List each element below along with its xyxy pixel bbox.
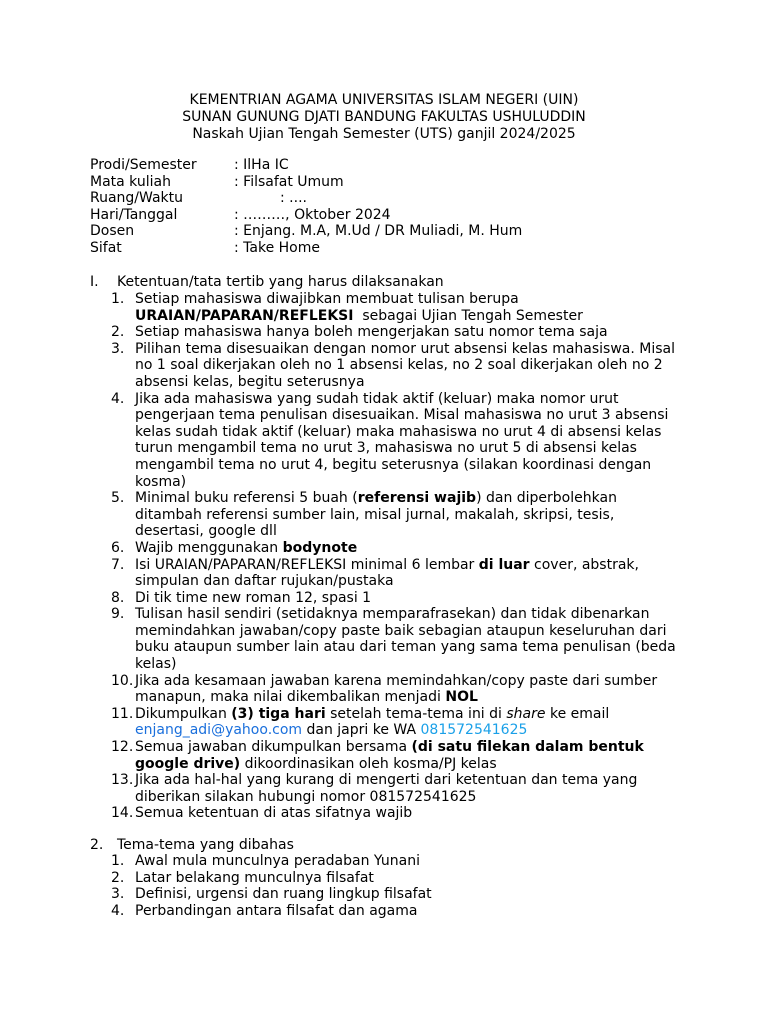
item-number: 12. (111, 739, 134, 756)
item-number: 1. (111, 291, 125, 307)
header-line-1: KEMENTRIAN AGAMA UNIVERSITAS ISLAM NEGERI (UIN) (189, 92, 579, 108)
item-text: Jika ada hal-hal yang kurang di mengerti dari ketentuan dan tema yang diberikan silakan hubungi nomor 081572541625 (135, 772, 638, 805)
list-item (111, 870, 681, 887)
item-number: 14. (111, 805, 134, 822)
list-item (111, 772, 681, 805)
item-text: Isi URAIAN/PAPARAN/REFLEKSI minimal 6 lembar (135, 556, 479, 573)
list-item (111, 739, 681, 772)
item-bold: di luar (478, 556, 530, 573)
item-text: cover, abstrak, simpulan dan daftar rujukan/pustaka (135, 556, 639, 590)
whatsapp-number-link[interactable]: 081572541625 (420, 722, 528, 739)
rules-list (111, 291, 681, 822)
item-number: 6. (111, 539, 125, 556)
info-label: Ruang/Waktu (90, 190, 184, 206)
item-bold: bodynote (282, 539, 358, 556)
section-title: Tema-tema yang dibahas (117, 837, 294, 853)
section-number: I. (90, 274, 99, 290)
list-item (111, 540, 681, 557)
email-link[interactable]: enjang_adi@yahoo.com (135, 722, 303, 739)
list-item (111, 341, 681, 391)
info-label: Hari/Tanggal (90, 206, 178, 223)
item-number: 4. (111, 390, 125, 407)
item-text: Setiap mahasiswa hanya boleh mengerjakan satu nomor tema saja (135, 324, 608, 341)
item-bold: referensi wajib (357, 490, 477, 507)
item-number: 4. (111, 902, 125, 919)
section-number: 2. (90, 837, 104, 853)
list-item (111, 557, 681, 590)
item-text: Pilihan tema disesuaikan dengan nomor urut absensi kelas mahasiswa. Misal no 1 soal dikerjakan oleh no 1 absensi kelas, no 2 soal dikerjakan oleh no 2 absensi kelas, begitu seterusnya (135, 340, 676, 390)
item-text: Semua jawaban dikumpulkan bersama (135, 739, 412, 756)
item-number: 1. (111, 853, 125, 869)
item-text: Wajib menggunakan (135, 539, 283, 556)
item-bold: (di satu filekan dalam bentuk google drive) (135, 739, 644, 772)
item-text: Definisi, urgensi dan ruang lingkup filsafat (135, 886, 432, 903)
info-value: : ………, Oktober 2024 (234, 206, 391, 223)
info-label: Dosen (90, 223, 135, 239)
item-number: 5. (111, 490, 125, 507)
list-item (111, 391, 681, 491)
document-header (90, 92, 678, 144)
list-item (111, 291, 681, 324)
info-value: : Filsafat Umum (234, 173, 344, 190)
info-value: : .... (280, 190, 307, 206)
item-text: Jika ada kesamaan jawaban karena memindahkan/copy paste dari sumber manapun, maka nilai dikembalikan menjadi (135, 672, 658, 706)
header-line-3: Naskah Ujian Tengah Semester (UTS) ganjil 2024/2025 (192, 126, 576, 143)
section-title: Ketentuan/tata tertib yang harus dilaksanakan (117, 274, 444, 290)
item-text: sebagai Ujian Tengah Semester (353, 307, 583, 324)
item-text: ) dan diperbolehkan ditambah referensi sumber lain, misal jurnal, makalah, skripsi, tesis, desertasi, google dll (135, 490, 617, 540)
item-number: 8. (111, 589, 125, 606)
topics-list (111, 853, 681, 919)
item-text: Dikumpulkan (135, 705, 232, 722)
item-number: 9. (111, 606, 125, 623)
item-number: 13. (111, 772, 134, 789)
list-item (111, 903, 681, 920)
list-item (111, 590, 681, 607)
item-bold: URAIAN/PAPARAN/REFLEKSI (135, 307, 354, 324)
item-text: dan japri ke WA (302, 722, 421, 739)
item-text: Latar belakang munculnya filsafat (135, 869, 374, 886)
info-value: : Enjang. M.A, M.Ud / DR Muliadi, M. Hum (234, 223, 523, 239)
item-text: dikoordinasikan oleh kosma/PJ kelas (240, 755, 497, 772)
item-number: 11. (111, 705, 134, 722)
list-item (111, 886, 681, 903)
list-item (111, 606, 681, 672)
info-label: Prodi/Semester (90, 157, 197, 173)
list-item (111, 706, 681, 739)
item-text: Jika ada mahasiswa yang sudah tidak aktif (keluar) maka nomor urut pengerjaan tema penulisan disesuaikan. Misal mahasiswa no urut 3 absensi kelas sudah tidak aktif (keluar) maka mahasiswa no urut 4 di absensi kelas turun mengambil tema no urut 3, mahasiswa no urut 5 di absensi kelas mengambil tema no urut 4, begitu seterusnya (silakan koordinasi dengan kosma) (135, 390, 669, 490)
item-text: Di tik time new roman 12, spasi 1 (135, 589, 372, 606)
item-bold: NOL (445, 689, 478, 706)
info-label: Sifat (90, 239, 122, 256)
item-text: Semua ketentuan di atas sifatnya wajib (135, 805, 413, 822)
info-value: : IlHa IC (234, 157, 289, 173)
item-bold: (3) tiga hari (231, 705, 326, 722)
item-italic: share (506, 705, 546, 722)
item-number: 2. (111, 869, 125, 886)
info-value: : Take Home (234, 239, 320, 256)
info-label: Mata kuliah (90, 173, 171, 190)
list-item (111, 805, 681, 822)
list-item (111, 490, 681, 540)
item-text: Setiap mahasiswa diwajibkan membuat tulisan berupa (135, 291, 519, 307)
item-text: Awal mula munculnya peradaban Yunani (135, 853, 420, 869)
item-text: Perbandingan antara filsafat dan agama (135, 902, 418, 919)
item-number: 2. (111, 324, 125, 341)
list-item (111, 673, 681, 706)
item-number: 7. (111, 556, 125, 573)
list-item (111, 324, 681, 341)
item-text: Tulisan hasil sendiri (setidaknya memparafrasekan) dan tidak dibenarkan memindahkan jawaban/copy paste baik sebagian ataupun keseluruhan dari buku ataupun sumber lain atau dari teman yang sama tema penulisan (beda kelas) (135, 606, 676, 673)
item-text: ke email (545, 705, 610, 722)
item-number: 3. (111, 340, 125, 357)
list-item (111, 853, 681, 870)
header-line-2: SUNAN GUNUNG DJATI BANDUNG FAKULTAS USHULUDDIN (182, 109, 586, 126)
item-text: setelah tema-tema ini di (325, 705, 507, 722)
item-number: 3. (111, 886, 125, 903)
item-number: 10. (111, 672, 134, 689)
item-text: Minimal buku referensi 5 buah ( (135, 490, 358, 507)
